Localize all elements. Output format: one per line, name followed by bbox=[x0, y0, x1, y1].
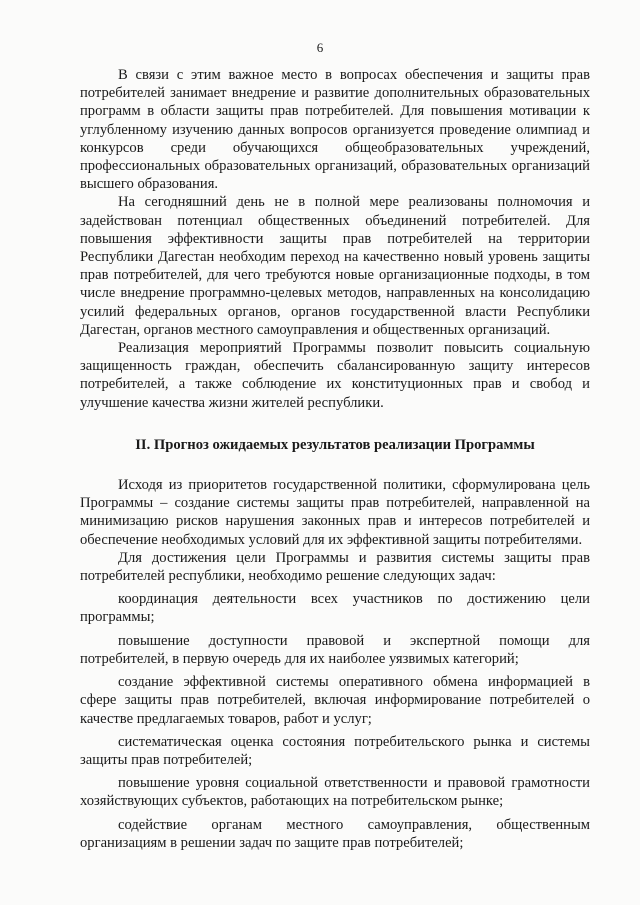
task-item: координация деятельности всех участников по достижению цели программы; bbox=[80, 591, 590, 626]
page-number: 6 bbox=[316, 40, 324, 55]
paragraph: В связи с этим важное место в вопросах обеспечения и защиты прав потребителей занимает внедрение и развитие дополнительных образовательных программ в области защиты прав потребителей. Для повышения мотивации к углубленному изучению данных вопросов организуется проведение олимпиад и конкурсов среди обучающихся общеобразовательных учреждений, профессиональных образовательных организаций, образовательных организаций высшего образования. bbox=[80, 67, 590, 193]
section-heading: II. Прогноз ожидаемых результатов реализации Программы bbox=[135, 436, 535, 453]
paragraph: На сегодняшний день не в полной мере реализованы полномочия и задействован потенциал общественных объединений потребителей. Для повышения эффективности защиты прав потребителей на территории Республики Дагестан необходим переход на качественно новый уровень защиты прав потребителей, для чего требуются новые организационные подходы, в том числе внедрение программно-целевых методов, направленных на консолидацию усилий федеральных органов, органов государственной власти Республики Дагестан, органов местного самоуправления и общественных организаций. bbox=[80, 194, 590, 338]
paragraph: Исходя из приоритетов государственной политики, сформулирована цель Программы – создание системы защиты прав потребителей, направленной на минимизацию рисков нарушения законных прав и интересов потребителей и обеспечение необходимых условий для их эффективной защиты потребителями. bbox=[80, 477, 590, 548]
task-item: повышение уровня социальной ответственности и правовой грамотности хозяйствующих субъектов, работающих на потребительском рынке; bbox=[80, 775, 590, 810]
paragraph: Для достижения цели Программы и развития системы защиты прав потребителей республики, необходимо решение следующих задач: bbox=[80, 549, 590, 585]
task-item: повышение доступности правовой и экспертной помощи для потребителей, в первую очередь для их наиболее уязвимых категорий; bbox=[80, 632, 590, 667]
task-item: создание эффективной системы оперативного обмена информацией в сфере защиты прав потребителей, включая информирование потребителей о качестве предлагаемых товаров, работ и услуг; bbox=[80, 674, 590, 727]
task-item: систематическая оценка состояния потребительского рынка и системы защиты прав потребителей; bbox=[80, 733, 590, 768]
task-item: содействие органам местного самоуправления, общественным организациям в решении задач по защите прав потребителей; bbox=[80, 816, 590, 851]
page-content bbox=[80, 66, 590, 852]
paragraph: Реализация мероприятий Программы позволит повысить социальную защищенность граждан, обеспечить сбалансированную защиту интересов потребителей, а также соблюдение их конституционных прав и свобод и улучшение качества жизни жителей республики. bbox=[80, 340, 590, 411]
